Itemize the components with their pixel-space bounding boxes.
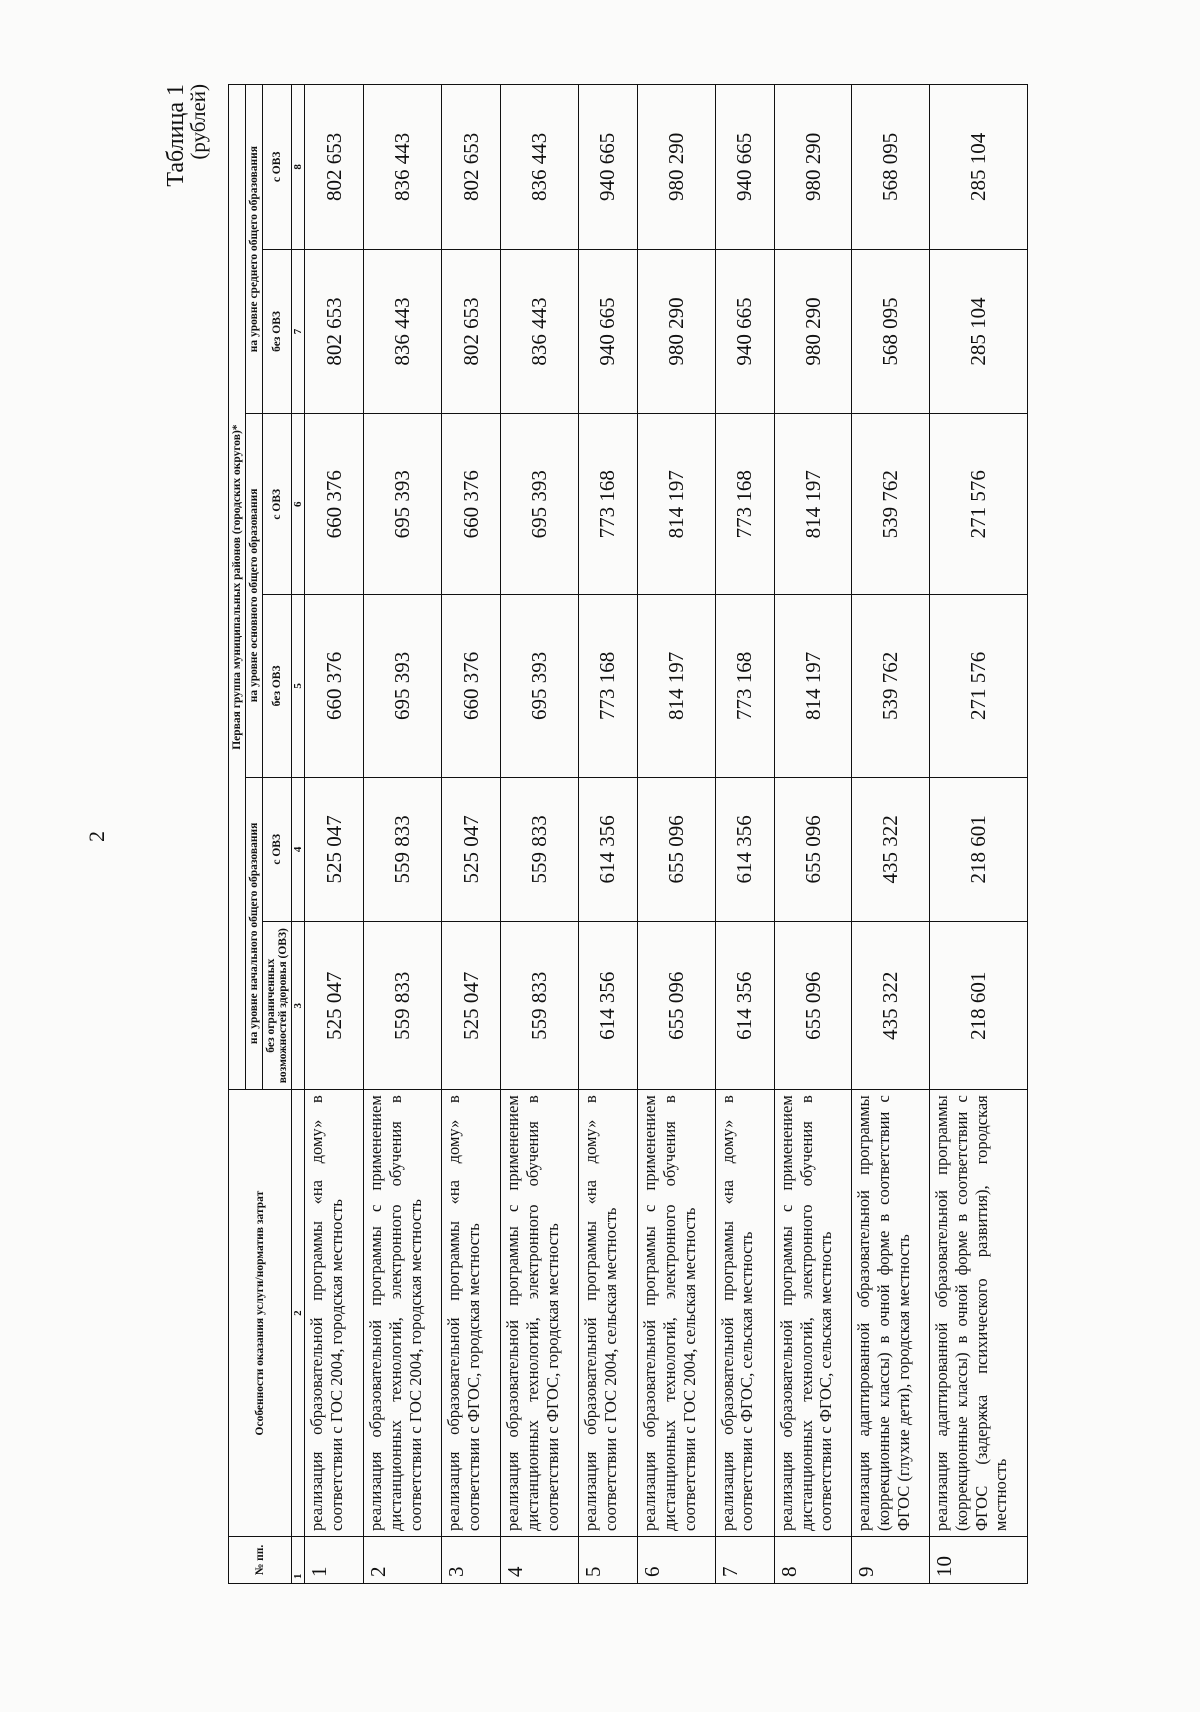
row-value: 980 290 xyxy=(638,85,716,250)
row-value: 614 356 xyxy=(578,922,637,1090)
row-value: 940 665 xyxy=(578,85,637,250)
row-value: 285 104 xyxy=(929,249,1027,414)
row-value: 940 665 xyxy=(715,249,774,414)
row-value: 559 833 xyxy=(501,777,579,922)
row-value: 695 393 xyxy=(501,595,579,777)
table-row xyxy=(364,85,442,1584)
row-value: 980 290 xyxy=(638,249,716,414)
row-value: 836 443 xyxy=(501,249,579,414)
row-value: 660 376 xyxy=(442,414,501,595)
row-description: реализация образовательной программы «на дому» в соответствии с ФГОС, городская местность xyxy=(442,1090,501,1537)
col-index: 4 xyxy=(292,777,305,922)
row-value: 773 168 xyxy=(715,414,774,595)
table-row xyxy=(852,85,930,1584)
col-index: 8 xyxy=(292,85,305,250)
row-description: реализация образовательной программы с применением дистанционных технологий, электронного обучения в соответствии с ФГОС, городская местность xyxy=(501,1090,579,1537)
row-number: 7 xyxy=(715,1536,774,1583)
row-value: 285 104 xyxy=(929,85,1027,250)
row-number: 4 xyxy=(501,1536,579,1583)
table-row xyxy=(442,85,501,1584)
row-description: реализация образовательной программы «на дому» в соответствии с ФГОС, сельская местность xyxy=(715,1090,774,1537)
table-row xyxy=(578,85,637,1584)
row-value: 660 376 xyxy=(305,414,364,595)
page-number: 2 xyxy=(84,831,109,842)
row-value: 836 443 xyxy=(501,85,579,250)
header-with-ovz: с ОВЗ xyxy=(263,777,292,922)
table-row xyxy=(501,85,579,1584)
row-value: 525 047 xyxy=(442,777,501,922)
row-value: 814 197 xyxy=(774,414,852,595)
row-value: 695 393 xyxy=(364,595,442,777)
row-value: 614 356 xyxy=(715,922,774,1090)
row-value: 568 095 xyxy=(852,249,930,414)
row-value: 614 356 xyxy=(578,777,637,922)
rotated-table-sheet xyxy=(163,84,1028,1584)
row-value: 539 762 xyxy=(852,414,930,595)
row-value: 655 096 xyxy=(638,777,716,922)
col-index: 3 xyxy=(292,922,305,1090)
row-value: 773 168 xyxy=(715,595,774,777)
row-value: 836 443 xyxy=(364,249,442,414)
row-number: 1 xyxy=(305,1536,364,1583)
header-desc: Особенности оказания услуги/норматив затрат xyxy=(229,1090,292,1537)
row-description: реализация образовательной программы с применением дистанционных технологий, электронного обучения в соответствии с ГОС 2004, городская местность xyxy=(364,1090,442,1537)
row-description: реализация образовательной программы «на дому» в соответствии с ГОС 2004, сельская местность xyxy=(578,1090,637,1537)
table-row xyxy=(715,85,774,1584)
row-value: 218 601 xyxy=(929,777,1027,922)
row-description: реализация адаптированной образовательной программы (коррекционные классы) в очной форме в соответствии с ФГОС (глухие дети), городская местность xyxy=(852,1090,930,1537)
row-number: 2 xyxy=(364,1536,442,1583)
header-without-ovz: без ОВЗ xyxy=(263,595,292,777)
table-row xyxy=(305,85,364,1584)
row-value: 940 665 xyxy=(715,85,774,250)
header-without-ovz: без ОВЗ xyxy=(263,249,292,414)
column-index-row xyxy=(292,85,305,1584)
row-value: 814 197 xyxy=(638,414,716,595)
col-index: 6 xyxy=(292,414,305,595)
header-with-ovz: с ОВЗ xyxy=(263,414,292,595)
row-value: 660 376 xyxy=(305,595,364,777)
col-index: 1 xyxy=(292,1536,305,1583)
row-value: 814 197 xyxy=(638,595,716,777)
row-value: 695 393 xyxy=(364,414,442,595)
header-group: Первая группа муниципальных районов (городских округов)* xyxy=(229,85,246,1090)
row-description: реализация адаптированной образовательной программы (коррекционные классы) в очной форме в соответствии с ФГОС (задержка психического развития), городская местность xyxy=(929,1090,1027,1537)
row-number: 5 xyxy=(578,1536,637,1583)
table-title: Таблица 1 xyxy=(163,84,189,187)
row-value: 655 096 xyxy=(774,777,852,922)
row-value: 802 653 xyxy=(442,85,501,250)
row-value: 525 047 xyxy=(305,777,364,922)
col-index: 2 xyxy=(292,1090,305,1537)
row-value: 980 290 xyxy=(774,85,852,250)
row-value: 980 290 xyxy=(774,249,852,414)
row-number: 6 xyxy=(638,1536,716,1583)
row-value: 940 665 xyxy=(578,249,637,414)
row-value: 559 833 xyxy=(364,777,442,922)
header-no: № пп. xyxy=(229,1536,292,1583)
row-number: 8 xyxy=(774,1536,852,1583)
table-row xyxy=(638,85,716,1584)
row-value: 773 168 xyxy=(578,414,637,595)
table-row xyxy=(774,85,852,1584)
row-value: 525 047 xyxy=(442,922,501,1090)
row-value: 271 576 xyxy=(929,414,1027,595)
row-number: 10 xyxy=(929,1536,1027,1583)
row-value: 539 762 xyxy=(852,595,930,777)
cost-norms-table xyxy=(228,84,1028,1584)
row-value: 559 833 xyxy=(501,922,579,1090)
row-value: 559 833 xyxy=(364,922,442,1090)
col-index: 7 xyxy=(292,249,305,414)
row-value: 773 168 xyxy=(578,595,637,777)
row-value: 655 096 xyxy=(774,922,852,1090)
header-row-group xyxy=(229,85,246,1584)
row-number: 3 xyxy=(442,1536,501,1583)
row-value: 660 376 xyxy=(442,595,501,777)
row-description: реализация образовательной программы с применением дистанционных технологий, электронного обучения в соответствии с ФГОС, сельская местность xyxy=(774,1090,852,1537)
row-value: 525 047 xyxy=(305,922,364,1090)
row-value: 802 653 xyxy=(305,249,364,414)
table-row xyxy=(929,85,1027,1584)
row-value: 435 322 xyxy=(852,922,930,1090)
row-description: реализация образовательной программы «на дому» в соответствии с ГОС 2004, городская местность xyxy=(305,1090,364,1537)
row-value: 695 393 xyxy=(501,414,579,595)
row-value: 802 653 xyxy=(305,85,364,250)
table-caption xyxy=(164,84,209,187)
col-index: 5 xyxy=(292,595,305,777)
row-number: 9 xyxy=(852,1536,930,1583)
row-value: 836 443 xyxy=(364,85,442,250)
header-level-basic: на уровне основного общего образования xyxy=(246,414,263,777)
header-level-secondary: на уровне среднего общего образования xyxy=(246,85,263,414)
header-without-ovz-full: без ограниченных возможностей здоровья (ОВЗ) xyxy=(263,922,292,1090)
table-body xyxy=(305,85,1028,1584)
header-with-ovz: с ОВЗ xyxy=(263,85,292,250)
table-unit: (рублей) xyxy=(186,84,210,160)
row-value: 814 197 xyxy=(774,595,852,777)
row-value: 435 322 xyxy=(852,777,930,922)
row-value: 271 576 xyxy=(929,595,1027,777)
header-level-primary: на уровне начального общего образования xyxy=(246,777,263,1090)
row-description: реализация образовательной программы с применением дистанционных технологий, электронного обучения в соответствии с ГОС 2004, сельская местность xyxy=(638,1090,716,1537)
row-value: 568 095 xyxy=(852,85,930,250)
row-value: 614 356 xyxy=(715,777,774,922)
row-value: 802 653 xyxy=(442,249,501,414)
row-value: 218 601 xyxy=(929,922,1027,1090)
row-value: 655 096 xyxy=(638,922,716,1090)
